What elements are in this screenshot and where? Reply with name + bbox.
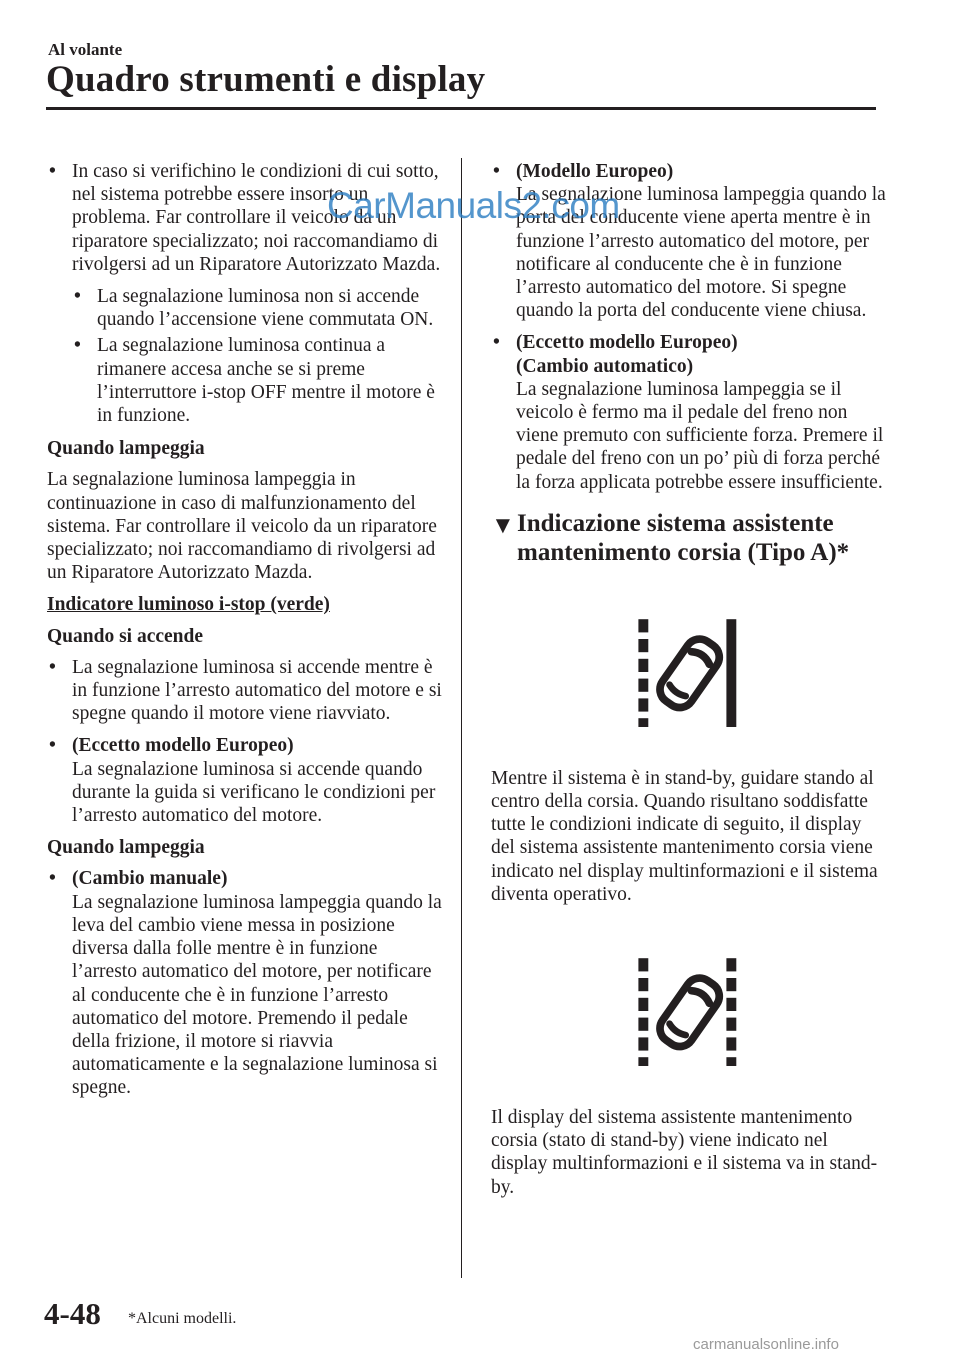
bullet-text: La segnalazione luminosa si accende quando durante la guida si verificano le condizioni per l’arresto automatico del motore. [72,758,436,827]
subheading: Quando lampeggia [47,438,205,460]
list-item [47,867,442,1099]
bullet-title: (Eccetto modello Europeo) [516,332,738,354]
subheading: Indicatore luminoso i-stop (verde) [47,594,330,616]
paragraph: Mentre il sistema è in stand-by, guidare stando al centro della corsia. Quando risultano soddisfatte tutte le condizioni indicate di seguito, il display del sistema assistente mantenimento corsia viene indicato nel display multinformazioni e il sistema diventa operativo. [491,767,878,905]
bullet-text: La segnalazione luminosa non si accende quando l’accensione viene commutata ON. [97,286,434,331]
section-heading [491,509,886,567]
right-column [491,160,886,1208]
lane-keep-standby-icon [634,956,744,1066]
header-section: Al volante [48,40,123,59]
bullet-title: (Eccetto modello Europeo) [72,735,294,757]
bullet-title: (Modello Europeo) [516,161,674,182]
bullet-icon: • [74,286,81,308]
paragraph: Il display del sistema assistente mantenimento corsia (stato di stand-by) viene indicato nel display multinformazioni e il sistema va in stand-by. [491,1107,878,1198]
bullet-text: La segnalazione luminosa lampeggia se il veicolo è fermo ma il pedale del freno non viene premuto con sufficiente forza. Premere il pedale del freno con un po’ più di forza perché la forza applicata potrebbe essere insufficiente. [516,378,884,493]
bullet-text: La segnalazione luminosa lampeggia quando la leva del cambio viene messa in posizione diversa dalla folle mentre è in funzione l’arresto automatico del motore, per notificare al conducente che è in funzione l’arresto automatico del motore. Premendo il pedale della frizione, il motore si riavvia automaticamente e la segnalazione luminosa si spegne. [72,891,442,1099]
bullet-title: (Cambio manuale) [72,868,228,890]
list-item [491,331,886,493]
bullet-text: La segnalazione luminosa si accende mentre è in funzione l’arresto automatico del motore e si spegne quando il motore viene riavviato. [72,656,442,725]
left-column [47,160,442,1109]
section-marker-icon: ▼ [491,512,515,539]
list-item [47,734,442,827]
bullet-icon: • [49,656,56,678]
bullet-icon: • [49,161,56,182]
watermark: CarManuals2.com [327,185,620,226]
bullet-title: (Cambio automatico) [516,355,694,377]
list-item [72,334,442,427]
bullet-text: In caso si verifichino le condizioni di cui sotto, nel sistema potrebbe essere insorto un problema. Far controllare il veicolo da un riparatore specializzato; noi raccomandiamo di rivolgersi ad un Riparatore Autorizzato Mazda. [72,161,441,275]
footnote: *Alcuni modelli. [128,1310,237,1327]
footer-site: carmanualsonline.info [693,1336,839,1353]
section-heading-text: Indicazione sistema assistente mantenimento corsia (Tipo A)* [517,509,850,566]
paragraph: La segnalazione luminosa lampeggia in continuazione in caso di malfunzionamento del sistema. Far controllare il veicolo da un riparatore specializzato; noi raccomandiamo di rivolgersi ad un Riparatore Autorizzato Mazda. [47,469,437,584]
bullet-icon: • [49,735,56,757]
bullet-icon: • [74,335,81,357]
column-divider [461,158,462,1278]
list-item [72,285,442,331]
list-item [47,656,442,726]
lane-keep-active-icon [634,617,744,727]
page-number: 4-48 [44,1296,101,1331]
header-rule [46,107,876,110]
bullet-icon: • [493,332,500,354]
subheading: Quando si accende [47,625,204,647]
page-title: Quadro strumenti e display [46,59,486,100]
bullet-icon: • [49,868,56,890]
bullet-text: La segnalazione luminosa lampeggia quando la porta del conducente viene aperta mentre è in funzione l’arresto automatico del motore, per notificare al conducente che è in funzione l’arresto automatico del motore. Si spegne quando la porta del conducente viene chiusa. [516,184,886,322]
subheading: Quando lampeggia [47,837,205,859]
bullet-icon: • [493,161,500,182]
bullet-text: La segnalazione luminosa continua a rimanere accesa anche se si preme l’interruttore i-stop OFF mentre il motore è in funzione. [97,335,435,427]
